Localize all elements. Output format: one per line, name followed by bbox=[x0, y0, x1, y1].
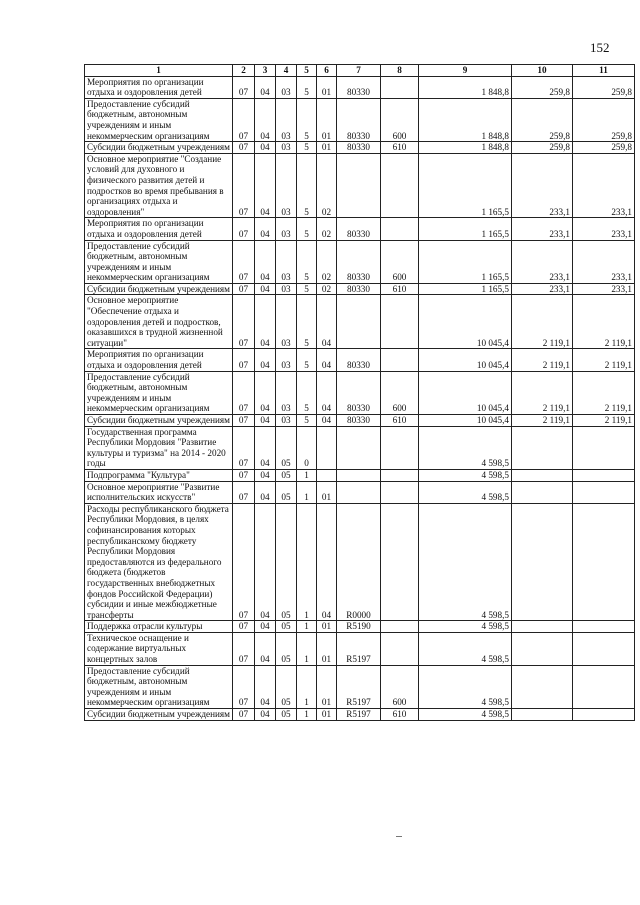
code-cell: 80330 bbox=[337, 76, 381, 98]
code-cell: 610 bbox=[381, 709, 419, 721]
code-cell: 01 bbox=[317, 632, 337, 665]
code-cell bbox=[337, 481, 381, 503]
column-header-7: 7 bbox=[337, 65, 381, 77]
code-cell: 5 bbox=[297, 218, 317, 240]
table-row bbox=[85, 218, 635, 240]
table-row bbox=[85, 632, 635, 665]
code-cell: 80330 bbox=[337, 371, 381, 414]
amount-cell: 233,1 bbox=[573, 283, 635, 295]
code-cell: 07 bbox=[233, 218, 255, 240]
amount-cell bbox=[512, 665, 573, 708]
code-cell: 600 bbox=[381, 371, 419, 414]
row-name-cell: Предоставление субсидий бюджетным, автономным учреждениям и иным некоммерческим организациям bbox=[85, 240, 233, 283]
column-header-1: 1 bbox=[85, 65, 233, 77]
code-cell: 07 bbox=[233, 469, 255, 481]
code-cell: 04 bbox=[255, 481, 276, 503]
code-cell bbox=[381, 295, 419, 349]
amount-cell: 4 598,5 bbox=[419, 632, 512, 665]
row-name-cell: Основное мероприятие "Создание условий для духовного и физического развития детей и подростков во время пребывания в организациях отдыха и оздоровления" bbox=[85, 153, 233, 218]
column-header-8: 8 bbox=[381, 65, 419, 77]
amount-cell: 4 598,5 bbox=[419, 503, 512, 621]
code-cell: 80330 bbox=[337, 98, 381, 141]
code-cell: 04 bbox=[255, 98, 276, 141]
code-cell: 07 bbox=[233, 665, 255, 708]
code-cell: 07 bbox=[233, 283, 255, 295]
amount-cell bbox=[512, 709, 573, 721]
row-name-cell: Основное мероприятие "Обеспечение отдыха и оздоровления детей и подростков, оказавшихся в трудной жизненной ситуации" bbox=[85, 295, 233, 349]
row-name-cell: Предоставление субсидий бюджетным, автономным учреждениям и иным некоммерческим организациям bbox=[85, 98, 233, 141]
code-cell: 0 bbox=[297, 426, 317, 469]
code-cell: 03 bbox=[276, 142, 297, 154]
amount-cell: 2 119,1 bbox=[573, 349, 635, 371]
amount-cell: 4 598,5 bbox=[419, 709, 512, 721]
row-name-cell: Мероприятия по организации отдыха и оздоровления детей bbox=[85, 349, 233, 371]
code-cell: 07 bbox=[233, 349, 255, 371]
amount-cell bbox=[573, 709, 635, 721]
amount-cell: 4 598,5 bbox=[419, 665, 512, 708]
row-name-cell: Основное мероприятие "Развитие исполнительских искусств" bbox=[85, 481, 233, 503]
amount-cell: 1 165,5 bbox=[419, 153, 512, 218]
amount-cell: 1 165,5 bbox=[419, 218, 512, 240]
amount-cell: 233,1 bbox=[512, 218, 573, 240]
amount-cell bbox=[512, 469, 573, 481]
code-cell: R5190 bbox=[337, 621, 381, 633]
code-cell: R0000 bbox=[337, 503, 381, 621]
code-cell: 03 bbox=[276, 371, 297, 414]
code-cell bbox=[317, 426, 337, 469]
amount-cell: 259,8 bbox=[573, 98, 635, 141]
amount-cell bbox=[573, 469, 635, 481]
amount-cell bbox=[512, 632, 573, 665]
amount-cell: 233,1 bbox=[573, 240, 635, 283]
code-cell: 05 bbox=[276, 665, 297, 708]
amount-cell: 2 119,1 bbox=[573, 295, 635, 349]
amount-cell: 10 045,4 bbox=[419, 349, 512, 371]
amount-cell: 1 848,8 bbox=[419, 76, 512, 98]
code-cell: 01 bbox=[317, 76, 337, 98]
amount-cell: 233,1 bbox=[573, 218, 635, 240]
amount-cell bbox=[512, 621, 573, 633]
table-row bbox=[85, 240, 635, 283]
table-row bbox=[85, 621, 635, 633]
code-cell: R5197 bbox=[337, 709, 381, 721]
table-row bbox=[85, 665, 635, 708]
amount-cell bbox=[573, 621, 635, 633]
code-cell: 04 bbox=[255, 632, 276, 665]
amount-cell: 233,1 bbox=[512, 240, 573, 283]
amount-cell: 259,8 bbox=[573, 142, 635, 154]
row-name-cell: Государственная программа Республики Мордовия "Развитие культуры и туризма" на 2014 - 2020 годы bbox=[85, 426, 233, 469]
code-cell bbox=[381, 76, 419, 98]
code-cell: 1 bbox=[297, 709, 317, 721]
code-cell: 04 bbox=[255, 426, 276, 469]
amount-cell: 4 598,5 bbox=[419, 481, 512, 503]
code-cell bbox=[337, 295, 381, 349]
code-cell: 07 bbox=[233, 415, 255, 427]
code-cell: 1 bbox=[297, 469, 317, 481]
table-row bbox=[85, 426, 635, 469]
code-cell: 610 bbox=[381, 283, 419, 295]
code-cell: 07 bbox=[233, 240, 255, 283]
amount-cell: 259,8 bbox=[512, 142, 573, 154]
amount-cell: 2 119,1 bbox=[512, 371, 573, 414]
code-cell bbox=[337, 426, 381, 469]
column-header-5: 5 bbox=[297, 65, 317, 77]
code-cell: 04 bbox=[255, 76, 276, 98]
code-cell: 07 bbox=[233, 98, 255, 141]
code-cell: 05 bbox=[276, 481, 297, 503]
amount-cell bbox=[573, 426, 635, 469]
code-cell: 03 bbox=[276, 295, 297, 349]
amount-cell: 233,1 bbox=[512, 283, 573, 295]
amount-cell bbox=[512, 426, 573, 469]
code-cell: 04 bbox=[255, 469, 276, 481]
column-header-2: 2 bbox=[233, 65, 255, 77]
budget-table bbox=[84, 64, 635, 721]
code-cell: 1 bbox=[297, 481, 317, 503]
code-cell: 04 bbox=[255, 415, 276, 427]
code-cell: 07 bbox=[233, 426, 255, 469]
column-header-3: 3 bbox=[255, 65, 276, 77]
table-row bbox=[85, 283, 635, 295]
table-row bbox=[85, 709, 635, 721]
amount-cell: 2 119,1 bbox=[573, 371, 635, 414]
code-cell: 600 bbox=[381, 665, 419, 708]
table-row bbox=[85, 295, 635, 349]
code-cell bbox=[381, 426, 419, 469]
code-cell: 80330 bbox=[337, 240, 381, 283]
table-row bbox=[85, 415, 635, 427]
code-cell bbox=[381, 481, 419, 503]
code-cell: 02 bbox=[317, 218, 337, 240]
amount-cell bbox=[512, 481, 573, 503]
table-row bbox=[85, 98, 635, 141]
amount-cell: 1 165,5 bbox=[419, 283, 512, 295]
code-cell bbox=[337, 153, 381, 218]
code-cell: 04 bbox=[255, 709, 276, 721]
code-cell: 04 bbox=[317, 415, 337, 427]
code-cell: 03 bbox=[276, 349, 297, 371]
table-row bbox=[85, 153, 635, 218]
code-cell: 03 bbox=[276, 240, 297, 283]
amount-cell: 4 598,5 bbox=[419, 426, 512, 469]
code-cell: 07 bbox=[233, 153, 255, 218]
code-cell: 03 bbox=[276, 76, 297, 98]
code-cell: 610 bbox=[381, 142, 419, 154]
code-cell: 80330 bbox=[337, 283, 381, 295]
table-row bbox=[85, 481, 635, 503]
code-cell: 80330 bbox=[337, 415, 381, 427]
amount-cell: 10 045,4 bbox=[419, 295, 512, 349]
row-name-cell: Предоставление субсидий бюджетным, автономным учреждениям и иным некоммерческим организациям bbox=[85, 665, 233, 708]
code-cell: 07 bbox=[233, 76, 255, 98]
code-cell: 02 bbox=[317, 240, 337, 283]
row-name-cell: Субсидии бюджетным учреждениям bbox=[85, 415, 233, 427]
column-header-10: 10 bbox=[512, 65, 573, 77]
code-cell: 04 bbox=[255, 153, 276, 218]
row-name-cell: Расходы республиканского бюджета Республики Мордовия, в целях софинансирования которых республиканскому бюджету Республики Мордовия предоставляются из федерального бюджета (бюджетов государственных внебюджетных фондов Российской Федерации) субсидии и иные межбюджетные трансферты bbox=[85, 503, 233, 621]
row-name-cell: Мероприятия по организации отдыха и оздоровления детей bbox=[85, 76, 233, 98]
code-cell: 80330 bbox=[337, 349, 381, 371]
code-cell: 5 bbox=[297, 283, 317, 295]
code-cell: 5 bbox=[297, 371, 317, 414]
code-cell bbox=[381, 503, 419, 621]
code-cell: 04 bbox=[255, 142, 276, 154]
code-cell: 03 bbox=[276, 98, 297, 141]
amount-cell: 4 598,5 bbox=[419, 469, 512, 481]
code-cell: 04 bbox=[255, 240, 276, 283]
code-cell: 03 bbox=[276, 283, 297, 295]
table-row bbox=[85, 76, 635, 98]
table-row bbox=[85, 469, 635, 481]
column-header-6: 6 bbox=[317, 65, 337, 77]
code-cell bbox=[337, 469, 381, 481]
code-cell: 03 bbox=[276, 153, 297, 218]
code-cell: 5 bbox=[297, 76, 317, 98]
amount-cell: 233,1 bbox=[573, 153, 635, 218]
table-row bbox=[85, 503, 635, 621]
code-cell: 610 bbox=[381, 415, 419, 427]
row-name-cell: Подпрограмма "Культура" bbox=[85, 469, 233, 481]
code-cell: 04 bbox=[255, 295, 276, 349]
row-name-cell: Субсидии бюджетным учреждениям bbox=[85, 142, 233, 154]
code-cell: 5 bbox=[297, 295, 317, 349]
table-row bbox=[85, 142, 635, 154]
amount-cell: 10 045,4 bbox=[419, 415, 512, 427]
code-cell: 5 bbox=[297, 240, 317, 283]
code-cell: 05 bbox=[276, 426, 297, 469]
row-name-cell: Поддержка отрасли культуры bbox=[85, 621, 233, 633]
code-cell: 05 bbox=[276, 709, 297, 721]
code-cell: 01 bbox=[317, 98, 337, 141]
code-cell: 03 bbox=[276, 218, 297, 240]
code-cell: 02 bbox=[317, 283, 337, 295]
column-header-4: 4 bbox=[276, 65, 297, 77]
amount-cell: 259,8 bbox=[512, 76, 573, 98]
code-cell bbox=[381, 153, 419, 218]
code-cell bbox=[381, 632, 419, 665]
code-cell: 07 bbox=[233, 621, 255, 633]
code-cell: 04 bbox=[317, 503, 337, 621]
code-cell bbox=[317, 469, 337, 481]
code-cell: 01 bbox=[317, 142, 337, 154]
amount-cell: 10 045,4 bbox=[419, 371, 512, 414]
code-cell: 80330 bbox=[337, 218, 381, 240]
code-cell: 5 bbox=[297, 153, 317, 218]
code-cell: 01 bbox=[317, 481, 337, 503]
code-cell: 03 bbox=[276, 415, 297, 427]
amount-cell bbox=[573, 503, 635, 621]
code-cell: 05 bbox=[276, 632, 297, 665]
code-cell: 07 bbox=[233, 295, 255, 349]
code-cell bbox=[381, 218, 419, 240]
code-cell: 04 bbox=[255, 349, 276, 371]
code-cell: 07 bbox=[233, 142, 255, 154]
row-name-cell: Техническое оснащение и содержание виртуальных концертных залов bbox=[85, 632, 233, 665]
code-cell: 80330 bbox=[337, 142, 381, 154]
code-cell: R5197 bbox=[337, 665, 381, 708]
amount-cell: 259,8 bbox=[512, 98, 573, 141]
code-cell: 02 bbox=[317, 153, 337, 218]
code-cell: 04 bbox=[255, 665, 276, 708]
code-cell: 01 bbox=[317, 621, 337, 633]
amount-cell: 259,8 bbox=[573, 76, 635, 98]
code-cell: 07 bbox=[233, 632, 255, 665]
code-cell: 04 bbox=[255, 371, 276, 414]
code-cell: 04 bbox=[317, 295, 337, 349]
column-header-11: 11 bbox=[573, 65, 635, 77]
code-cell: 600 bbox=[381, 240, 419, 283]
row-name-cell: Субсидии бюджетным учреждениям bbox=[85, 709, 233, 721]
amount-cell: 2 119,1 bbox=[573, 415, 635, 427]
code-cell: 01 bbox=[317, 709, 337, 721]
row-name-cell: Предоставление субсидий бюджетным, автономным учреждениям и иным некоммерческим организациям bbox=[85, 371, 233, 414]
amount-cell: 4 598,5 bbox=[419, 621, 512, 633]
amount-cell bbox=[573, 632, 635, 665]
code-cell: 600 bbox=[381, 98, 419, 141]
code-cell: 04 bbox=[317, 349, 337, 371]
scan-mark bbox=[396, 836, 402, 837]
code-cell: 07 bbox=[233, 371, 255, 414]
code-cell bbox=[381, 469, 419, 481]
header-row bbox=[85, 65, 635, 77]
amount-cell bbox=[573, 665, 635, 708]
row-name-cell: Субсидии бюджетным учреждениям bbox=[85, 283, 233, 295]
code-cell bbox=[381, 349, 419, 371]
code-cell: 1 bbox=[297, 665, 317, 708]
code-cell: 07 bbox=[233, 481, 255, 503]
code-cell: 5 bbox=[297, 415, 317, 427]
code-cell: 04 bbox=[255, 503, 276, 621]
amount-cell: 1 848,8 bbox=[419, 142, 512, 154]
code-cell bbox=[381, 621, 419, 633]
code-cell: 5 bbox=[297, 142, 317, 154]
amount-cell: 2 119,1 bbox=[512, 349, 573, 371]
code-cell: 04 bbox=[255, 621, 276, 633]
code-cell: 04 bbox=[317, 371, 337, 414]
amount-cell: 2 119,1 bbox=[512, 415, 573, 427]
amount-cell bbox=[512, 503, 573, 621]
code-cell: 04 bbox=[255, 283, 276, 295]
amount-cell: 2 119,1 bbox=[512, 295, 573, 349]
code-cell: 1 bbox=[297, 621, 317, 633]
page-number: 152 bbox=[590, 40, 610, 55]
code-cell: 04 bbox=[255, 218, 276, 240]
code-cell: 5 bbox=[297, 98, 317, 141]
table-row bbox=[85, 371, 635, 414]
code-cell: 05 bbox=[276, 621, 297, 633]
column-header-9: 9 bbox=[419, 65, 512, 77]
code-cell: R5197 bbox=[337, 632, 381, 665]
code-cell: 1 bbox=[297, 503, 317, 621]
amount-cell bbox=[573, 481, 635, 503]
table-body bbox=[85, 76, 635, 720]
code-cell: 5 bbox=[297, 349, 317, 371]
amount-cell: 1 165,5 bbox=[419, 240, 512, 283]
row-name-cell: Мероприятия по организации отдыха и оздоровления детей bbox=[85, 218, 233, 240]
amount-cell: 1 848,8 bbox=[419, 98, 512, 141]
table-row bbox=[85, 349, 635, 371]
amount-cell: 233,1 bbox=[512, 153, 573, 218]
code-cell: 05 bbox=[276, 503, 297, 621]
code-cell: 01 bbox=[317, 665, 337, 708]
code-cell: 05 bbox=[276, 469, 297, 481]
code-cell: 1 bbox=[297, 632, 317, 665]
code-cell: 07 bbox=[233, 503, 255, 621]
code-cell: 07 bbox=[233, 709, 255, 721]
